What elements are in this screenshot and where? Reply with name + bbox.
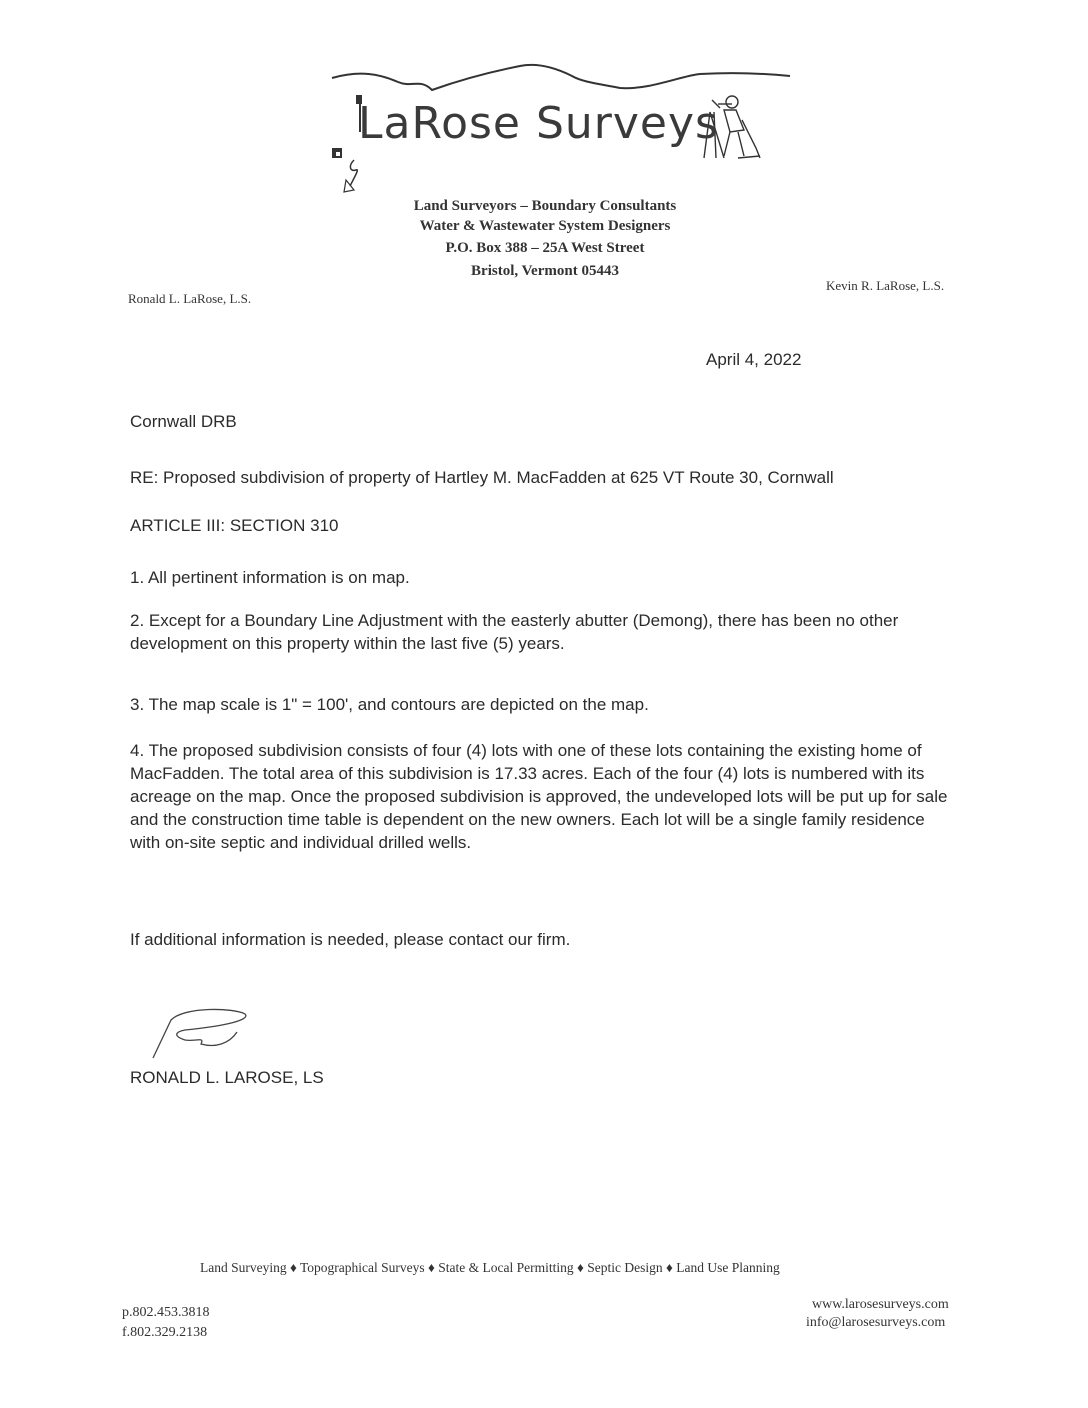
item-3: 3. The map scale is 1" = 100', and contours are depicted on the map. bbox=[130, 695, 649, 714]
signer-name: RONALD L. LAROSE, LS bbox=[130, 1068, 324, 1087]
principal-right: Kevin R. LaRose, L.S. bbox=[826, 278, 945, 293]
company-logo bbox=[320, 60, 800, 200]
recipient: Cornwall DRB bbox=[130, 412, 237, 431]
signature bbox=[145, 1000, 255, 1060]
letterhead-line-3: P.O. Box 388 – 25A West Street bbox=[445, 240, 645, 256]
closing-line: If additional information is needed, please contact our firm. bbox=[130, 930, 571, 949]
letterhead-line-1: Land Surveyors – Boundary Consultants bbox=[413, 198, 677, 214]
letterhead-line-4: Bristol, Vermont 05443 bbox=[471, 263, 619, 279]
footer-phone: p.802.453.3818 bbox=[122, 1305, 210, 1320]
principal-left: Ronald L. LaRose, L.S. bbox=[128, 291, 252, 306]
section-heading: ARTICLE III: SECTION 310 bbox=[130, 516, 339, 535]
footer-email: info@larosesurveys.com bbox=[806, 1315, 946, 1330]
item-4: 4. The proposed subdivision consists of four (4) lots with one of these lots containing the existing home of MacFadden. The total area of this subdivision is 17.33 acres. Each of the four (4) lots is numbered with its acreage on the map. Once the proposed subdivision is approved, the undeveloped lots will be put up for sale and the construction time table is dependent on the new owners. Each lot will be a single family residence with on-site septic and individual drilled wells. bbox=[130, 741, 948, 852]
footer-fax: f.802.329.2138 bbox=[122, 1325, 208, 1340]
item-2: 2. Except for a Boundary Line Adjustment with the easterly abutter (Demong), there has been no other development on this property within the last five (5) years. bbox=[130, 611, 899, 653]
item-1: 1. All pertinent information is on map. bbox=[130, 568, 410, 587]
letterhead-line-2: Water & Wastewater System Designers bbox=[419, 218, 671, 234]
company-name: LaRose Surveys bbox=[358, 98, 719, 149]
letter-date: April 4, 2022 bbox=[706, 350, 802, 369]
footer-website: www.larosesurveys.com bbox=[812, 1297, 949, 1312]
footer-services: Land Surveying ♦ Topographical Surveys ♦ State & Local Permitting ♦ Septic Design ♦ Land Use Planning bbox=[200, 1260, 780, 1275]
re-line: RE: Proposed subdivision of property of Hartley M. MacFadden at 625 VT Route 30, Cornwall bbox=[130, 468, 834, 487]
